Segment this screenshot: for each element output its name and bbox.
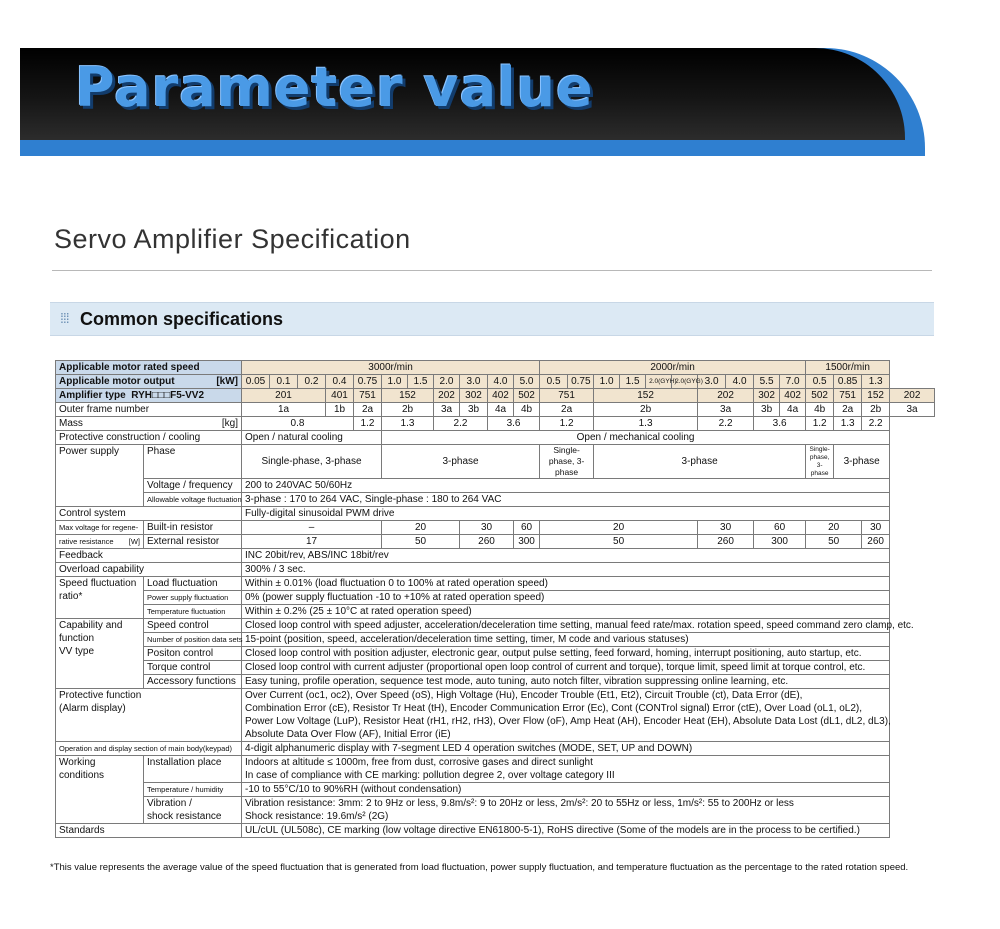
table-cell: Single-phase, 3-phase xyxy=(242,445,382,479)
table-cell: 300 xyxy=(514,535,540,549)
table-cell: 3-phase : 170 to 264 VAC, Single-phase : 180 to 264 VAC xyxy=(242,493,890,507)
table-cell: 1.0 xyxy=(594,375,620,389)
table-cell: 3-phase xyxy=(382,445,540,479)
table-cell: 3-phase xyxy=(834,445,890,479)
table-cell: 1.2 xyxy=(540,417,594,431)
spec-table xyxy=(55,360,935,838)
table-cell: 3a xyxy=(434,403,460,417)
table-row xyxy=(56,445,935,479)
table-cell: 2a xyxy=(540,403,594,417)
section-title: Common specifications xyxy=(80,309,284,329)
row-label: Mass [kg] xyxy=(56,417,242,431)
table-cell: 0.2 xyxy=(298,375,326,389)
table-cell: 402 xyxy=(780,389,806,403)
table-cell: 4.0 xyxy=(726,375,754,389)
row-label: Protective function (Alarm display) xyxy=(56,689,242,742)
table-row xyxy=(56,403,935,417)
table-cell: 50 xyxy=(806,535,862,549)
table-cell: 4b xyxy=(514,403,540,417)
table-cell: 751 xyxy=(834,389,862,403)
table-cell: 30 xyxy=(862,521,890,535)
table-cell: 0.1 xyxy=(270,375,298,389)
table-row xyxy=(56,375,935,389)
table-cell: 1b xyxy=(326,403,354,417)
table-cell: 2.2 xyxy=(434,417,488,431)
row-sublabel: Power supply fluctuation xyxy=(144,591,242,605)
row-label: Amplifier type RYH□□□F5-VV2 xyxy=(56,389,242,403)
table-cell: 60 xyxy=(754,521,806,535)
table-cell: 0% (power supply fluctuation -10 to +10% at rated operation speed) xyxy=(242,591,890,605)
table-row xyxy=(56,742,935,756)
table-row xyxy=(56,591,935,605)
table-cell: 260 xyxy=(460,535,514,549)
table-row xyxy=(56,535,935,549)
table-cell: 2.2 xyxy=(698,417,754,431)
table-cell: 1.3 xyxy=(834,417,862,431)
table-row xyxy=(56,577,935,591)
table-cell: 4b xyxy=(806,403,834,417)
table-cell: 2b xyxy=(594,403,698,417)
table-row xyxy=(56,689,935,742)
table-row xyxy=(56,549,935,563)
table-cell: 2a xyxy=(834,403,862,417)
table-cell: 2a xyxy=(354,403,382,417)
speed-group-3000: 3000r/min xyxy=(242,361,540,375)
table-cell: 260 xyxy=(698,535,754,549)
row-label: Max voltage for regene- xyxy=(56,521,144,535)
table-cell: 1.3 xyxy=(862,375,890,389)
table-cell: 4-digit alphanumeric display with 7-segment LED 4 operation switches (MODE, SET, UP and DOWN) xyxy=(242,742,890,756)
table-cell: Closed loop control with current adjuster (proportional open loop control of current and torque), torque limit, speed limit at torque control, etc. xyxy=(242,661,890,675)
table-row xyxy=(56,605,935,619)
table-cell: 2.0 xyxy=(434,375,460,389)
row-sublabel: Speed control xyxy=(144,619,242,633)
row-label: Working conditions xyxy=(56,756,144,824)
table-cell: 4a xyxy=(488,403,514,417)
table-cell: 201 xyxy=(242,389,326,403)
table-row xyxy=(56,493,935,507)
table-cell: 20 xyxy=(382,521,460,535)
table-cell: 200 to 240VAC 50/60Hz xyxy=(242,479,890,493)
table-cell: 152 xyxy=(382,389,434,403)
row-label: Applicable motor output [kW] xyxy=(56,375,242,389)
row-label: Applicable motor rated speed xyxy=(56,361,242,375)
table-row xyxy=(56,507,935,521)
table-cell: 2b xyxy=(862,403,890,417)
row-label: Power supply xyxy=(56,445,144,507)
table-row xyxy=(56,417,935,431)
table-cell: 3a xyxy=(698,403,754,417)
row-sublabel: Allowable voltage fluctuation xyxy=(144,493,242,507)
table-cell: 17 xyxy=(242,535,382,549)
row-sublabel: Number of position data sets xyxy=(144,633,242,647)
table-cell: 0.75 xyxy=(568,375,594,389)
table-cell: 0.5 xyxy=(806,375,834,389)
table-cell: 1.3 xyxy=(594,417,698,431)
table-cell: 751 xyxy=(354,389,382,403)
table-row xyxy=(56,756,935,783)
table-cell: 1.2 xyxy=(806,417,834,431)
table-cell: 202 xyxy=(698,389,754,403)
table-cell: Closed loop control with speed adjuster, acceleration/deceleration time setting, manual feed rate/max. rotation speed, speed command zero clamp, etc. xyxy=(242,619,890,633)
row-label: rative resistance [W] xyxy=(56,535,144,549)
table-cell: 1a xyxy=(242,403,326,417)
table-cell: 402 xyxy=(488,389,514,403)
table-cell: 1.2 xyxy=(354,417,382,431)
row-label: Standards xyxy=(56,824,242,838)
row-sublabel: Temperature fluctuation xyxy=(144,605,242,619)
table-cell: 1.5 xyxy=(620,375,646,389)
table-row xyxy=(56,389,935,403)
table-cell: 300 xyxy=(754,535,806,549)
table-cell: 3.6 xyxy=(488,417,540,431)
row-sublabel: Load fluctuation xyxy=(144,577,242,591)
table-cell: 0.75 xyxy=(354,375,382,389)
speed-group-2000: 2000r/min xyxy=(540,361,806,375)
table-cell: – xyxy=(242,521,382,535)
table-cell: 0.5 xyxy=(540,375,568,389)
table-cell: 202 xyxy=(890,389,935,403)
table-cell: 50 xyxy=(382,535,460,549)
table-row xyxy=(56,619,935,633)
table-cell: 502 xyxy=(514,389,540,403)
table-cell: Within ± 0.2% (25 ± 10°C at rated operation speed) xyxy=(242,605,890,619)
table-cell: 2b xyxy=(382,403,434,417)
table-row xyxy=(56,633,935,647)
table-cell: 401 xyxy=(326,389,354,403)
table-cell: 30 xyxy=(460,521,514,535)
table-cell: 3a xyxy=(890,403,935,417)
table-cell: 3.0 xyxy=(698,375,726,389)
row-sublabel: Vibration / shock resistance xyxy=(144,797,242,824)
table-cell: 3.6 xyxy=(754,417,806,431)
table-cell: 152 xyxy=(594,389,698,403)
table-cell: 7.0 xyxy=(780,375,806,389)
table-cell: 3.0 xyxy=(460,375,488,389)
table-cell: Open / mechanical cooling xyxy=(382,431,890,445)
table-cell: Vibration resistance: 3mm: 2 to 9Hz or less, 9.8m/s²: 9 to 20Hz or less, 2m/s²: 20 to 55Hz or less, 1m/s²: 55 to 200Hz or less Shock resistance: 19.6m/s² (2G) xyxy=(242,797,890,824)
row-label: Protective construction / cooling xyxy=(56,431,242,445)
table-cell: 15-point (position, speed, acceleration/deceleration time setting, timer, M code and various statuses) xyxy=(242,633,890,647)
table-cell: Indoors at altitude ≤ 1000m, free from dust, corrosive gases and direct sunlight In case of compliance with CE marking: pollution degree 2, over voltage category III xyxy=(242,756,890,783)
footnote: *This value represents the average value of the speed fluctuation that is generated from load fluctuation, power supply fluctuation, and temperature fluctuation as the percentage to the rated rotation speed. xyxy=(50,862,909,873)
row-sublabel: External resistor xyxy=(144,535,242,549)
row-label: Operation and display section of main body(keypad) xyxy=(56,742,242,756)
row-sublabel: Temperature / humidity xyxy=(144,783,242,797)
table-row xyxy=(56,824,935,838)
table-cell: 0.85 xyxy=(834,375,862,389)
table-row xyxy=(56,479,935,493)
table-cell: Fully-digital sinusoidal PWM drive xyxy=(242,507,890,521)
table-cell: -10 to 55°C/10 to 90%RH (without condensation) xyxy=(242,783,890,797)
table-cell: 751 xyxy=(540,389,594,403)
table-cell: Closed loop control with position adjuster, electronic gear, output pulse setting, feed forward, homing, interrupt positioning, auto startup, etc. xyxy=(242,647,890,661)
table-cell: 60 xyxy=(514,521,540,535)
table-cell: Within ± 0.01% (load fluctuation 0 to 100% at rated operation speed) xyxy=(242,577,890,591)
table-row xyxy=(56,661,935,675)
table-cell: 302 xyxy=(460,389,488,403)
row-sublabel: Accessory functions xyxy=(144,675,242,689)
section-header xyxy=(50,302,934,336)
row-sublabel: Installation place xyxy=(144,756,242,783)
table-cell: Single-phase, 3-phase xyxy=(806,445,834,479)
table-cell: INC 20bit/rev, ABS/INC 18bit/rev xyxy=(242,549,890,563)
row-sublabel: Built-in resistor xyxy=(144,521,242,535)
table-cell: 4a xyxy=(780,403,806,417)
grid-dots-icon: ⁞⁞⁞ xyxy=(60,310,69,326)
table-cell: 3b xyxy=(460,403,488,417)
row-sublabel: Positon control xyxy=(144,647,242,661)
row-label: Speed fluctuation ratio* xyxy=(56,577,144,619)
table-cell: 50 xyxy=(540,535,698,549)
table-cell: 3-phase xyxy=(594,445,806,479)
table-cell: 20 xyxy=(806,521,862,535)
table-cell: 2.0(GYH) xyxy=(646,375,672,389)
table-cell: 0.4 xyxy=(326,375,354,389)
row-label: Feedback xyxy=(56,549,242,563)
banner-title: Parameter value xyxy=(75,56,594,119)
table-cell: 1.5 xyxy=(408,375,434,389)
table-cell: 3b xyxy=(754,403,780,417)
table-cell: Over Current (oc1, oc2), Over Speed (oS), High Voltage (Hu), Encoder Trouble (Et1, Et2), Circuit Trouble (ct), Data Error (dE), Combination Error (cE), Resistor Tr Heat (tH), Encoder Communication Error (Ec), Cont (CONTrol signal) Error (ctE), Over Load (oL1, oL2), Power Low Voltage (LuP), Resistor Heat (rH1, rH2, rH3), Over Flow (oF), Amp Heat (AH), Encoder Heat (EH), Absolute Data Lost (dL1, dL2, dL3), Absolute Data Over Flow (AF), Initial Error (iE) xyxy=(242,689,890,742)
row-label: Control system xyxy=(56,507,242,521)
table-cell: 300% / 3 sec. xyxy=(242,563,890,577)
table-row xyxy=(56,675,935,689)
table-cell: 20 xyxy=(540,521,698,535)
table-row xyxy=(56,647,935,661)
speed-group-1500: 1500r/min xyxy=(806,361,890,375)
row-sublabel: Voltage / frequency xyxy=(144,479,242,493)
row-sublabel: Torque control xyxy=(144,661,242,675)
table-cell: 4.0 xyxy=(488,375,514,389)
row-label: Overload capability xyxy=(56,563,242,577)
table-cell: 0.8 xyxy=(242,417,354,431)
divider xyxy=(52,270,932,271)
table-cell: 502 xyxy=(806,389,834,403)
table-cell: Single-phase, 3-phase xyxy=(540,445,594,479)
table-cell: 5.0 xyxy=(514,375,540,389)
table-cell: 1.0 xyxy=(382,375,408,389)
table-cell: 152 xyxy=(862,389,890,403)
table-row xyxy=(56,431,935,445)
header-banner xyxy=(20,48,925,156)
row-label: Outer frame number xyxy=(56,403,242,417)
table-cell: Easy tuning, profile operation, sequence test mode, auto tuning, auto notch filter, vibration suppressing online learning, etc. xyxy=(242,675,890,689)
table-cell: 202 xyxy=(434,389,460,403)
table-cell: UL/cUL (UL508c), CE marking (low voltage directive EN61800-5-1), RoHS directive (Some of the models are in the process to be certified.) xyxy=(242,824,890,838)
table-row xyxy=(56,361,935,375)
page-subtitle: Servo Amplifier Specification xyxy=(54,224,411,254)
table-cell: 2.2 xyxy=(862,417,890,431)
table-cell: 5.5 xyxy=(754,375,780,389)
table-cell: 302 xyxy=(754,389,780,403)
table-row xyxy=(56,563,935,577)
table-cell: 2.0(GYG) xyxy=(672,375,698,389)
table-cell: 0.05 xyxy=(242,375,270,389)
row-label: Capability and function VV type xyxy=(56,619,144,689)
table-cell: 30 xyxy=(698,521,754,535)
table-row xyxy=(56,521,935,535)
table-cell: Open / natural cooling xyxy=(242,431,382,445)
row-sublabel: Phase xyxy=(144,445,242,479)
table-cell: 260 xyxy=(862,535,890,549)
table-row xyxy=(56,783,935,797)
table-cell: 1.3 xyxy=(382,417,434,431)
table-row xyxy=(56,797,935,824)
